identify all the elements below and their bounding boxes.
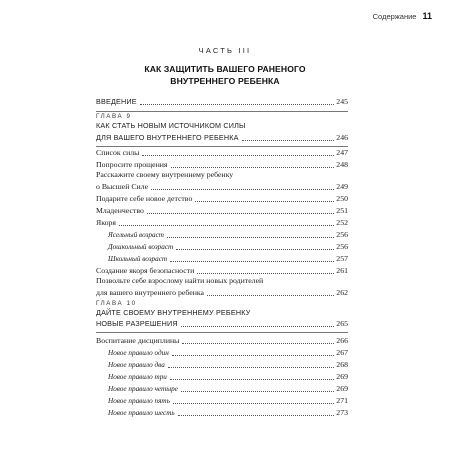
toc-entry-page: 271 <box>336 396 348 405</box>
toc-entry-page: 251 <box>336 206 348 215</box>
toc-entry-title: Школьный возраст <box>108 255 168 263</box>
toc-subentry[interactable] <box>108 358 348 370</box>
part-label: ЧАСТЬ III <box>198 46 252 55</box>
toc-entry-title: Список силы <box>96 148 140 157</box>
toc-entry-page: 262 <box>336 288 348 297</box>
toc-entry-title: ВВЕДЕНИЕ <box>96 97 137 106</box>
toc-entry-title: Якоря <box>96 218 116 227</box>
toc-entry-introduction[interactable] <box>96 95 348 107</box>
leader-dots <box>151 188 334 190</box>
toc-subentry[interactable] <box>108 370 348 382</box>
leader-dots <box>176 248 334 250</box>
toc-entry-title: Новое правило пять <box>108 397 170 405</box>
leader-dots <box>147 212 334 214</box>
toc-entry[interactable] <box>96 286 348 298</box>
toc-entry-title: Новое правило два <box>108 361 165 369</box>
leader-dots <box>207 294 334 296</box>
toc-entry-page: 269 <box>336 384 348 393</box>
running-head <box>373 11 432 21</box>
chapter-9-title-line-2: ДЛЯ ВАШЕГО ВНУТРЕННЕГО РЕБЕНКА <box>96 133 239 142</box>
toc-entry-title: Попросите прощения <box>96 160 168 169</box>
leader-dots <box>181 390 334 392</box>
toc-subentry[interactable] <box>108 382 348 394</box>
page-number: 11 <box>422 11 432 21</box>
toc-entry-title: для вашего внутреннего ребенка <box>96 288 205 297</box>
chapter-9-heading[interactable] <box>96 131 348 143</box>
toc-entry-page: 268 <box>336 360 348 369</box>
toc-entry-page: 257 <box>336 254 348 263</box>
toc-entry-title-line-1[interactable]: Позвольте себе взрослому найти новых родителей <box>96 276 264 285</box>
toc-entry-page: 261 <box>336 266 348 275</box>
toc-entry-page: 248 <box>336 160 348 169</box>
running-head-title: Содержание <box>372 12 417 21</box>
toc-entry-page: 245 <box>336 97 348 106</box>
chapter-10-title-line-2: НОВЫЕ РАЗРЕШЕНИЯ <box>96 319 178 328</box>
toc-subentry[interactable] <box>108 252 348 264</box>
table-of-contents <box>96 0 348 450</box>
toc-entry-title: Младенчество <box>96 206 144 215</box>
leader-dots <box>178 414 335 416</box>
leader-dots <box>181 325 334 327</box>
toc-subentry[interactable] <box>108 406 348 418</box>
toc-entry[interactable] <box>96 204 348 216</box>
toc-subentry[interactable] <box>108 394 348 406</box>
toc-entry-page: 266 <box>336 336 348 345</box>
leader-dots <box>173 402 334 404</box>
toc-entry-title-line-1[interactable]: Расскажите своему внутреннему ребенку <box>96 170 234 179</box>
leader-dots <box>167 236 334 238</box>
toc-entry-title: Ясельный возраст <box>108 231 164 239</box>
leader-dots <box>197 272 334 274</box>
toc-entry-page: 246 <box>336 133 348 142</box>
chapter-10-title-line-1[interactable]: ДАЙТЕ СВОЕМУ ВНУТРЕННЕМУ РЕБЕНКУ <box>96 308 251 317</box>
divider <box>96 332 348 333</box>
leader-dots <box>182 342 334 344</box>
divider <box>96 111 348 112</box>
toc-entry-page: 269 <box>336 372 348 381</box>
toc-entry-title: Новое правило шесть <box>108 409 175 417</box>
leader-dots <box>119 224 334 226</box>
toc-entry-page: 252 <box>336 218 348 227</box>
toc-entry[interactable] <box>96 180 348 192</box>
leader-dots <box>172 354 335 356</box>
leader-dots <box>170 378 334 380</box>
toc-subentry[interactable] <box>108 346 348 358</box>
toc-entry-title: Новое правило три <box>108 373 167 381</box>
leader-dots <box>170 260 334 262</box>
toc-subentry[interactable] <box>108 240 348 252</box>
toc-entry-page: 250 <box>336 194 348 203</box>
toc-entry-page: 247 <box>336 148 348 157</box>
part-title-line-2: ВНУТРЕННЕГО РЕБЕНКА <box>170 76 280 86</box>
toc-entry-title: Воспитание дисциплины <box>96 336 180 345</box>
chapter-10-heading[interactable] <box>96 317 348 329</box>
toc-entry-page: 265 <box>336 319 348 328</box>
leader-dots <box>171 166 335 168</box>
part-title-line-1: КАК ЗАЩИТИТЬ ВАШЕГО РАНЕНОГО <box>144 64 306 74</box>
leader-dots <box>168 366 334 368</box>
leader-dots <box>140 103 335 105</box>
toc-entry-page: 273 <box>336 408 348 417</box>
toc-entry-page: 267 <box>336 348 348 357</box>
toc-entry-title: о Высшей Силе <box>96 182 149 191</box>
toc-subentry[interactable] <box>108 228 348 240</box>
toc-entry-title: Новое правило четыре <box>108 385 178 393</box>
toc-entry-title: Подарите себе новое детство <box>96 194 193 203</box>
toc-entry-title: Создание якоря безопасности <box>96 266 195 275</box>
toc-entry-title: Дошкольный возраст <box>108 243 174 251</box>
toc-entry[interactable] <box>96 158 348 170</box>
toc-entry-page: 256 <box>336 242 348 251</box>
toc-entry-page: 249 <box>336 182 348 191</box>
toc-entry[interactable] <box>96 146 348 158</box>
toc-entry[interactable] <box>96 192 348 204</box>
toc-entry[interactable] <box>96 216 348 228</box>
toc-entry[interactable] <box>96 334 348 346</box>
toc-entry[interactable] <box>96 264 348 276</box>
toc-entry-title: Новое правило один <box>108 349 169 357</box>
leader-dots <box>242 139 335 141</box>
chapter-9-title-line-1[interactable]: КАК СТАТЬ НОВЫМ ИСТОЧНИКОМ СИЛЫ <box>96 121 246 130</box>
chapter-9-label: ГЛАВА 9 <box>96 113 132 120</box>
leader-dots <box>195 200 334 202</box>
toc-entry-page: 256 <box>336 230 348 239</box>
leader-dots <box>142 154 334 156</box>
chapter-10-label: ГЛАВА 10 <box>96 300 137 307</box>
